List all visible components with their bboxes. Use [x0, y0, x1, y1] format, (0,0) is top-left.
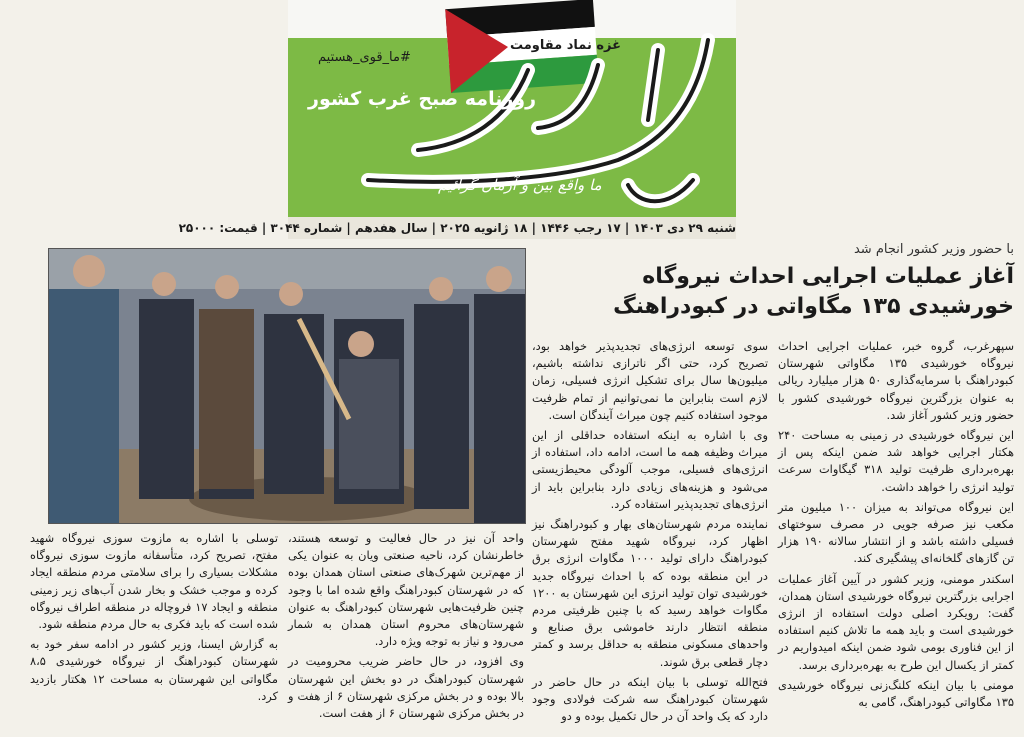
- article-column-3: [288, 530, 524, 737]
- article-clipping: [18, 240, 1022, 737]
- paragraph: به گزارش ایسنا، وزیر کشور در ادامه سفر خود به شهرستان کبودراهنگ از نیروگاه خورشیدی ۸،۵ مگاواتی این شهرستان به مساحت ۱۲ هکتار بازدید کرد.: [30, 637, 278, 703]
- masthead: [288, 0, 736, 217]
- issue-dateline: شنبه ۲۹ دی ۱۴۰۳ | ۱۷ رجب ۱۴۴۶ | ۱۸ ژانویه ۲۰۲۵ | سال هفدهم | شماره ۳۰۴۴ | قیمت: ۲۵۰۰۰: [288, 217, 736, 239]
- paragraph: مومنی با بیان اینکه کلنگ‌زنی نیروگاه خورشیدی ۱۳۵ مگاواتی کبودراهنگ، گامی به: [778, 677, 1014, 710]
- paragraph: فتح‌الله توسلی با بیان اینکه در حال حاضر در شهرستان کبودراهنگ سه شرکت فولادی وجود دارد که یک واحد آن در حال تکمیل بوده و دو: [532, 674, 768, 724]
- paragraph: نماینده مردم شهرستان‌های بهار و کبودراهنگ نیز اظهار کرد، نیروگاه شهید مفتح شهرستان کبودراهنگ دارای تولید ۱۰۰۰ مگاوات انرژی برق در این منطقه بوده که با احداث نیروگاه جدید خورشیدی توان تولید انرژی این شهرستان به ۱۲۰۰ مگاوات خواهد رسید که با چنین ظرفیتی مردم منطقه انتظار دارند خاموشی برق صنایع و واحدهای مسکونی منطقه به حداقل برسد و کمتر دچار قطعی برق شوند.: [532, 517, 768, 669]
- paragraph: وی افزود، در حال حاضر ضریب محرومیت در شهرستان کبودراهنگ در دو بخش این شهرستان بالا بوده و در بخش مرکزی شهرستان ۶ از هفت و در بخش مرکزی شهرستان ۶ از هفت است.: [288, 654, 524, 721]
- paragraph: سوی توسعه انرژی‌های تجدیدپذیر خواهد بود، تصریح کرد، حتی اگر ناترازی نداشته باشیم، میلیون‌ها سال برای تشکیل انرژی فسیلی، زمان لازم است بنابراین ما نمی‌توانیم از تمام ظرفیت موجود استفاده کنیم چون میراث آیندگان است.: [532, 339, 768, 422]
- flag-caption: غزه نماد مقاومت: [510, 38, 622, 53]
- article-column-1: [778, 338, 1014, 737]
- article-photo: [48, 248, 526, 524]
- paragraph: این نیروگاه می‌تواند به میزان ۱۰۰ میلیون متر مکعب نیز صرفه جویی در مصرف سوختهای فسیلی داشته باشد و از انتشار سالانه ۱۹۰ هزار تن گازهای گلخانه‌ای پیشگیری کند.: [778, 499, 1014, 566]
- article-kicker: با حضور وزیر کشور انجام شد: [853, 242, 1014, 257]
- paragraph: واحد آن نیز در حال فعالیت و توسعه هستند، خاطرنشان کرد، ناحیه صنعتی ویان به عنوان یکی از مهم‌ترین شهرک‌های صنعتی استان همدان بوده که در شهرستان کبودراهنگ واقع شده اما با وجود چنین ظرفیت‌هایی شهرستان کبودراهنگ به عنوان شهرستان‌های محروم استان همدان به شمار می‌رود و نیاز به توجه ویژه دارد.: [288, 531, 524, 649]
- paragraph: اسکندر مومنی، وزیر کشور در آیین آغاز عملیات اجرایی بزرگترین نیروگاه خورشیدی استان همدان، گفت: رویکرد اصلی دولت استفاده از انرژی خورشیدی است و باید همه ما تلاش کنیم استفاده از این فناوری بومی شود ضمن اینکه امیدواریم در کمتر از یکسال این طرح به بهره‌برداری برسد.: [778, 571, 1014, 672]
- masthead-subtitle: روزنامه صبح غرب کشور: [308, 88, 537, 110]
- hashtag: #ما_قوی_هستیم: [318, 50, 411, 65]
- article-column-4: [30, 530, 278, 737]
- paragraph: سپهرغرب، گروه خبر، عملیات اجرایی احداث نیروگاه خورشیدی ۱۳۵ مگاواتی شهرستان کبودراهنگ با سرمایه‌گذاری ۵۰ هزار میلیارد ریالی به عنوان بزرگترین نیروگاه خورشیدی کشور با حضور وزیر کشور آغاز شد.: [778, 339, 1014, 422]
- paragraph: این نیروگاه خورشیدی در زمینی به مساحت ۲۴۰ هکتار اجرایی خواهد شد ضمن اینکه پس از بهره‌برداری ظرفیت تولید ۳۱۸ گیگاوات سرعت تولید انرژی را خواهد داشت.: [778, 428, 1014, 494]
- article-headline: آغاز عملیات اجرایی احداث نیروگاه خورشیدی ۱۳۵ مگاواتی در کبودراهنگ: [613, 264, 1014, 319]
- paragraph: توسلی با اشاره به مازوت سوزی نیروگاه شهید مفتح، تصریح کرد، متأسفانه مازوت سوزی نیروگاه مشکلات بسیاری را برای سلامتی مردم منطقه ایجاد کرده و موجب خشک و بخار شدن آب‌های زیر زمینی منطقه و ایجاد ۱۷ فروچاله در منطقه اطراف نیروگاه شده است که باید فکری به حال مردم منطقه شود.: [30, 531, 278, 632]
- masthead-motto: ما واقع بین و آرمان گرائیم: [438, 176, 602, 194]
- paragraph: وی با اشاره به اینکه استفاده حداقلی از این میراث وظیفه همه ما است، ادامه داد، استفاده از انرژی‌های فسیلی، موجب آلودگی محیط‌زیستی می‌شود و هزینه‌های زیادی دارد بنابراین باید از انرژی‌های تجدیدپذیر استفاده کرد.: [532, 428, 768, 511]
- article-column-2: [532, 338, 768, 737]
